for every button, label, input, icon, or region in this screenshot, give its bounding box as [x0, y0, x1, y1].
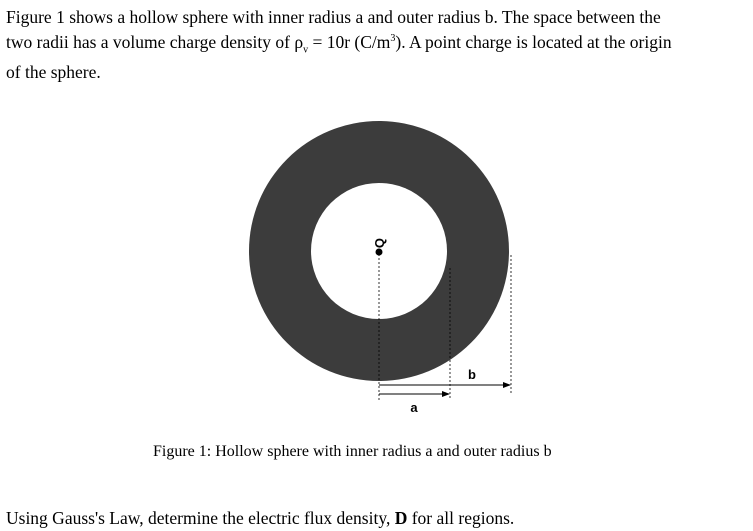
figure-caption: Figure 1: Hollow sphere with inner radius a and outer radius b — [153, 443, 552, 460]
problem-line-2-part-b: = 10r (C/m — [308, 31, 391, 52]
question-text — [6, 507, 514, 529]
question-prefix: Using Gauss's Law, determine the electric flux density, — [6, 508, 395, 528]
rho-subscript: v — [303, 44, 309, 56]
problem-line-2-part-a: two radii has a volume charge density of ρ — [6, 31, 304, 52]
question-bold-term: D — [394, 508, 408, 528]
inner-radius-label: a — [410, 400, 418, 415]
point-charge-dot — [376, 249, 383, 256]
problem-line-3: of the sphere. — [6, 62, 101, 83]
problem-line-2-part-c: ). A point charge is located at the origin — [395, 31, 672, 52]
question-suffix: for all regions. — [407, 508, 515, 528]
charge-label: Q — [372, 237, 387, 249]
problem-line-1: Figure 1 shows a hollow sphere with inner radius a and outer radius b. The space between the — [6, 7, 661, 27]
outer-radius-label: b — [468, 367, 476, 382]
unit-superscript: 3 — [390, 33, 396, 44]
